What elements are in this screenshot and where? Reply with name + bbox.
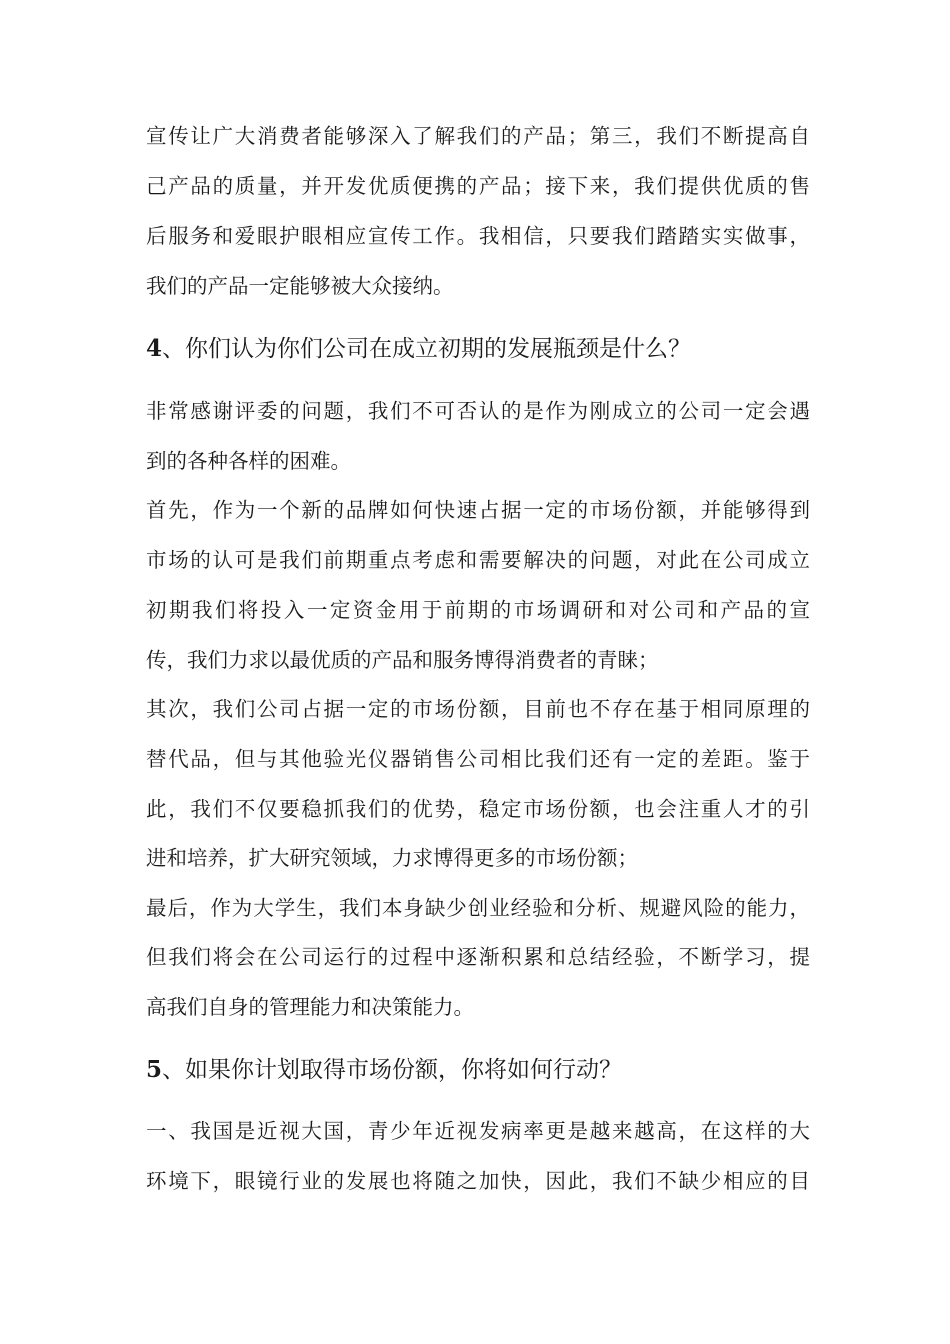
- text-line: 非常感谢评委的问题，我们不可否认的是作为刚成立的公司一定会遇: [146, 399, 810, 423]
- text-line: 首先，作为一个新的品牌如何快速占据一定的市场份额，并能够得到: [146, 498, 810, 522]
- question-number: 4: [146, 335, 163, 362]
- question-text: 、你们认为你们公司在成立初期的发展瓶颈是什么？: [162, 336, 692, 362]
- text-line: 传，我们力求以最优质的产品和服务博得消费者的青睐；: [146, 648, 659, 672]
- text-line: 进和培养，扩大研究领域，力求博得更多的市场份额；: [146, 846, 638, 870]
- text-line: 高我们自身的管理能力和决策能力。: [146, 995, 474, 1019]
- text-line: 我们的产品一定能够被大众接纳。: [146, 274, 454, 298]
- text-line: 后服务和爱眼护眼相应宣传工作。我相信，只要我们踏踏实实做事，: [146, 224, 810, 248]
- text-line: 市场的认可是我们前期重点考虑和需要解决的问题，对此在公司成立: [146, 548, 810, 572]
- text-line: 此，我们不仅要稳抓我们的优势，稳定市场份额，也会注重人才的引: [146, 797, 810, 821]
- text-line: 替代品，但与其他验光仪器销售公司相比我们还有一定的差距。鉴于: [146, 747, 810, 771]
- question-text: 、如果你计划取得市场份额，你将如何行动？: [162, 1057, 623, 1083]
- text-line: 但我们将会在公司运行的过程中逐渐积累和总结经验，不断学习，提: [146, 945, 810, 969]
- question-5-heading: [146, 1053, 622, 1087]
- question-number: 5: [146, 1056, 163, 1083]
- text-line: 到的各种各样的困难。: [146, 449, 351, 473]
- question-4-heading: [146, 332, 691, 366]
- text-line: 初期我们将投入一定资金用于前期的市场调研和对公司和产品的宣: [146, 598, 810, 622]
- text-line: 己产品的质量，并开发优质便携的产品；接下来，我们提供优质的售: [146, 174, 810, 198]
- text-line: 环境下，眼镜行业的发展也将随之加快，因此，我们不缺少相应的目: [146, 1169, 810, 1193]
- text-line: 宣传让广大消费者能够深入了解我们的产品；第三，我们不断提高自: [146, 124, 810, 148]
- text-line: 其次，我们公司占据一定的市场份额，目前也不存在基于相同原理的: [146, 697, 810, 721]
- text-line: 一、我国是近视大国，青少年近视发病率更是越来越高，在这样的大: [146, 1119, 810, 1143]
- text-line: 最后，作为大学生，我们本身缺少创业经验和分析、规避风险的能力，: [146, 896, 810, 920]
